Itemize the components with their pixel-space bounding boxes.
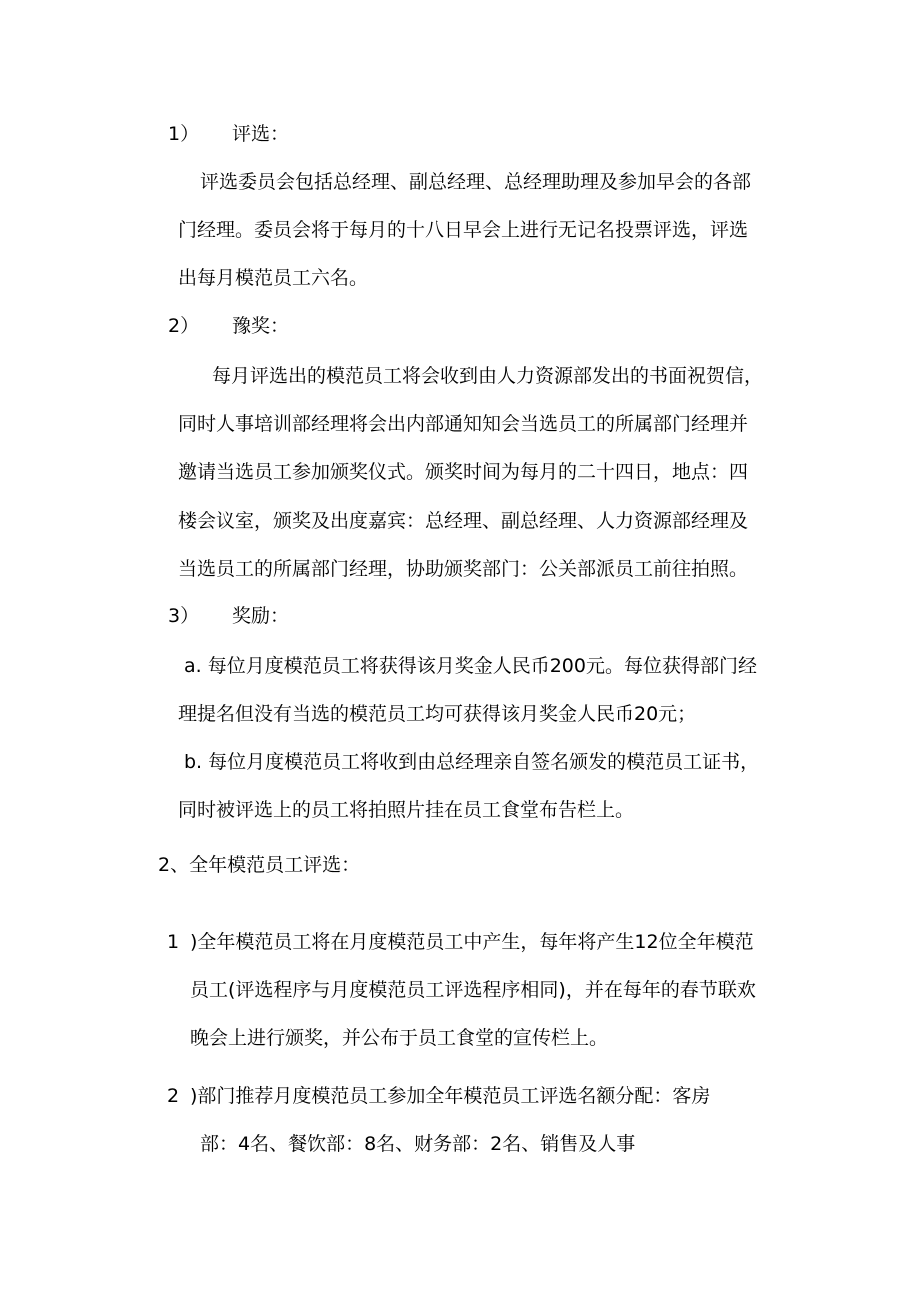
sub2-paragraph-line: 当选员工的所属部门经理，协助颁奖部门：公关部派员工前往拍照。 — [178, 558, 749, 580]
section2-item2-number: 2 — [167, 1085, 180, 1107]
sub1-paragraph-line: 出每月模范员工六名。 — [178, 267, 369, 289]
section2-heading: 2、全年模范员工评选： — [158, 854, 361, 876]
sub3-heading: 奖励： — [232, 605, 290, 627]
sub3-number: 3） — [168, 605, 200, 627]
sub2-paragraph-line: 每月评选出的模范员工将会收到由人力资源部发出的书面祝贺信， — [212, 365, 764, 387]
sub3-item-line: 同时被评选上的员工将拍照片挂在员工食堂布告栏上。 — [178, 799, 635, 821]
section2-item1-line: 晚会上进行颁奖，并公布于员工食堂的宣传栏上。 — [190, 1027, 609, 1049]
sub3-item-line: b. 每位月度模范员工将收到由总经理亲自签名颁发的模范员工证书， — [184, 751, 760, 773]
sub2-paragraph-line: 同时人事培训部经理将会出内部通知知会当选员工的所属部门经理并 — [178, 413, 749, 435]
sub2-heading: 豫奖： — [232, 315, 290, 337]
sub2-paragraph-line: 楼会议室，颁奖及出度嘉宾：总经理、副总经理、人力资源部经理及 — [178, 510, 749, 532]
section2-item1-line: )全年模范员工将在月度模范员工中产生，每年将产生12位全年模范 — [190, 931, 754, 953]
sub1-paragraph-line: 门经理。委员会将于每月的十八日早会上进行无记名投票评选，评选 — [178, 219, 749, 241]
sub1-number: 1） — [168, 123, 200, 145]
sub3-item-line: a. 每位月度模范员工将获得该月奖金人民币200元。每位获得部门经 — [184, 655, 757, 677]
section2-item1-line: 员工(评选程序与月度模范员工评选程序相同)，并在每年的春节联欢 — [190, 979, 756, 1001]
section2-item2-line: 部：4名、餐饮部：8名、财务部：2名、销售及人事 — [200, 1133, 636, 1155]
section2-item1-number: 1 — [167, 931, 180, 953]
section2-item2-line: )部门推荐月度模范员工参加全年模范员工评选名额分配：客房 — [190, 1085, 711, 1107]
sub3-item-line: 理提名但没有当选的模范员工均可获得该月奖金人民币20元； — [178, 703, 697, 725]
sub2-number: 2） — [168, 315, 200, 337]
sub2-paragraph-line: 邀请当选员工参加颁奖仪式。颁奖时间为每月的二十四日，地点：四 — [178, 461, 749, 483]
sub1-heading: 评选： — [232, 123, 290, 145]
sub1-paragraph-line: 评选委员会包括总经理、副总经理、总经理助理及参加早会的各部 — [200, 171, 752, 193]
